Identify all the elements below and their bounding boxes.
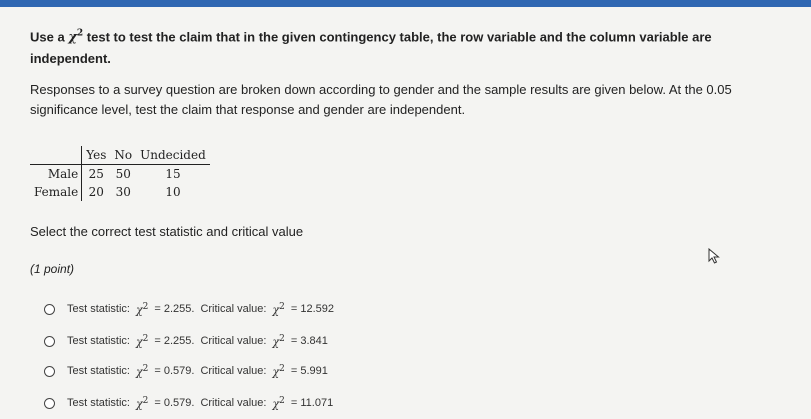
table-cell: 20	[88, 185, 104, 199]
chi-square-symbol	[272, 396, 284, 411]
critical-label: Critical value:	[200, 365, 267, 377]
answer-option-4[interactable]	[44, 394, 333, 412]
table-row	[30, 165, 210, 184]
chi-letter: χ	[68, 30, 77, 46]
chi-exponent: 2	[76, 29, 84, 39]
stat-label: Test statistic:	[67, 365, 130, 377]
stat-label: Test statistic:	[67, 335, 130, 347]
radio-button[interactable]	[44, 336, 55, 347]
chi-square-symbol	[272, 334, 284, 349]
question-body: Responses to a survey question are broken down according to gender and the sample results are given below. At the 0.05 significance level, test the claim that response and gender are independent.	[30, 82, 732, 117]
table-corner	[30, 146, 82, 165]
table-header-row	[30, 146, 210, 165]
chi-letter: χ	[272, 397, 280, 411]
critical-label: Critical value:	[200, 303, 267, 315]
radio-button[interactable]	[44, 304, 55, 315]
chi-square-symbol	[136, 302, 148, 317]
chi-square-symbol	[136, 396, 148, 411]
chi-exponent: 2	[279, 395, 285, 406]
chi-letter: χ	[135, 303, 143, 317]
stat-value: = 0.579.	[154, 397, 195, 409]
critical-value: = 11.071	[290, 397, 334, 409]
column-header: Undecided	[136, 146, 210, 165]
chi-exponent: 2	[142, 301, 149, 312]
chi-square-symbol	[136, 364, 148, 379]
table-cell: 10	[165, 185, 181, 199]
row-header: Female	[30, 183, 82, 201]
chi-letter: χ	[135, 335, 143, 349]
column-header: No	[110, 146, 136, 165]
stat-value: = 0.579.	[154, 365, 195, 377]
chi-exponent: 2	[142, 395, 149, 406]
question-instruction	[30, 24, 790, 69]
stat-label: Test statistic:	[67, 303, 130, 315]
top-bar	[0, 0, 811, 7]
chi-exponent: 2	[279, 301, 285, 312]
mouse-cursor-icon	[708, 248, 720, 264]
instruction-text-end: test to test the claim that in the given contingency table, the row variable and the column variable are independent.	[30, 29, 712, 67]
critical-value: = 12.592	[290, 303, 335, 315]
chi-letter: χ	[135, 397, 143, 411]
points-label: (1 point)	[30, 262, 75, 276]
chi-exponent: 2	[142, 363, 149, 374]
stat-label: Test statistic:	[67, 397, 130, 409]
critical-label: Critical value:	[200, 397, 267, 409]
answer-option-1[interactable]	[44, 300, 334, 318]
table-cell: 15	[165, 167, 181, 181]
table-cell: 50	[115, 167, 131, 181]
chi-square-symbol	[272, 302, 284, 317]
chi-letter: χ	[272, 303, 280, 317]
chi-square-symbol	[136, 334, 148, 349]
chi-exponent: 2	[279, 363, 285, 374]
row-header: Male	[30, 165, 82, 184]
chi-letter: χ	[272, 335, 280, 349]
column-header: Yes	[82, 146, 111, 165]
instruction-text-start: Use a	[30, 29, 65, 45]
chi-square-symbol	[68, 30, 83, 45]
table-cell: 25	[88, 167, 104, 181]
contingency-table	[30, 146, 210, 201]
radio-button[interactable]	[44, 398, 55, 409]
chi-exponent: 2	[142, 333, 149, 344]
chi-letter: χ	[272, 365, 280, 379]
stat-value: = 2.255.	[154, 335, 195, 347]
chi-exponent: 2	[279, 333, 285, 344]
answer-option-3[interactable]	[44, 362, 328, 380]
chi-letter: χ	[135, 365, 143, 379]
critical-value: = 3.841	[290, 335, 328, 347]
radio-button[interactable]	[44, 366, 55, 377]
stat-value: = 2.255.	[154, 303, 195, 315]
table-row	[30, 183, 210, 201]
select-prompt: Select the correct test statistic and critical value	[30, 224, 304, 239]
table-cell: 30	[115, 185, 131, 199]
critical-label: Critical value:	[200, 335, 267, 347]
chi-square-symbol	[272, 364, 284, 379]
critical-value: = 5.991	[290, 365, 328, 377]
answer-option-2[interactable]	[44, 332, 328, 350]
